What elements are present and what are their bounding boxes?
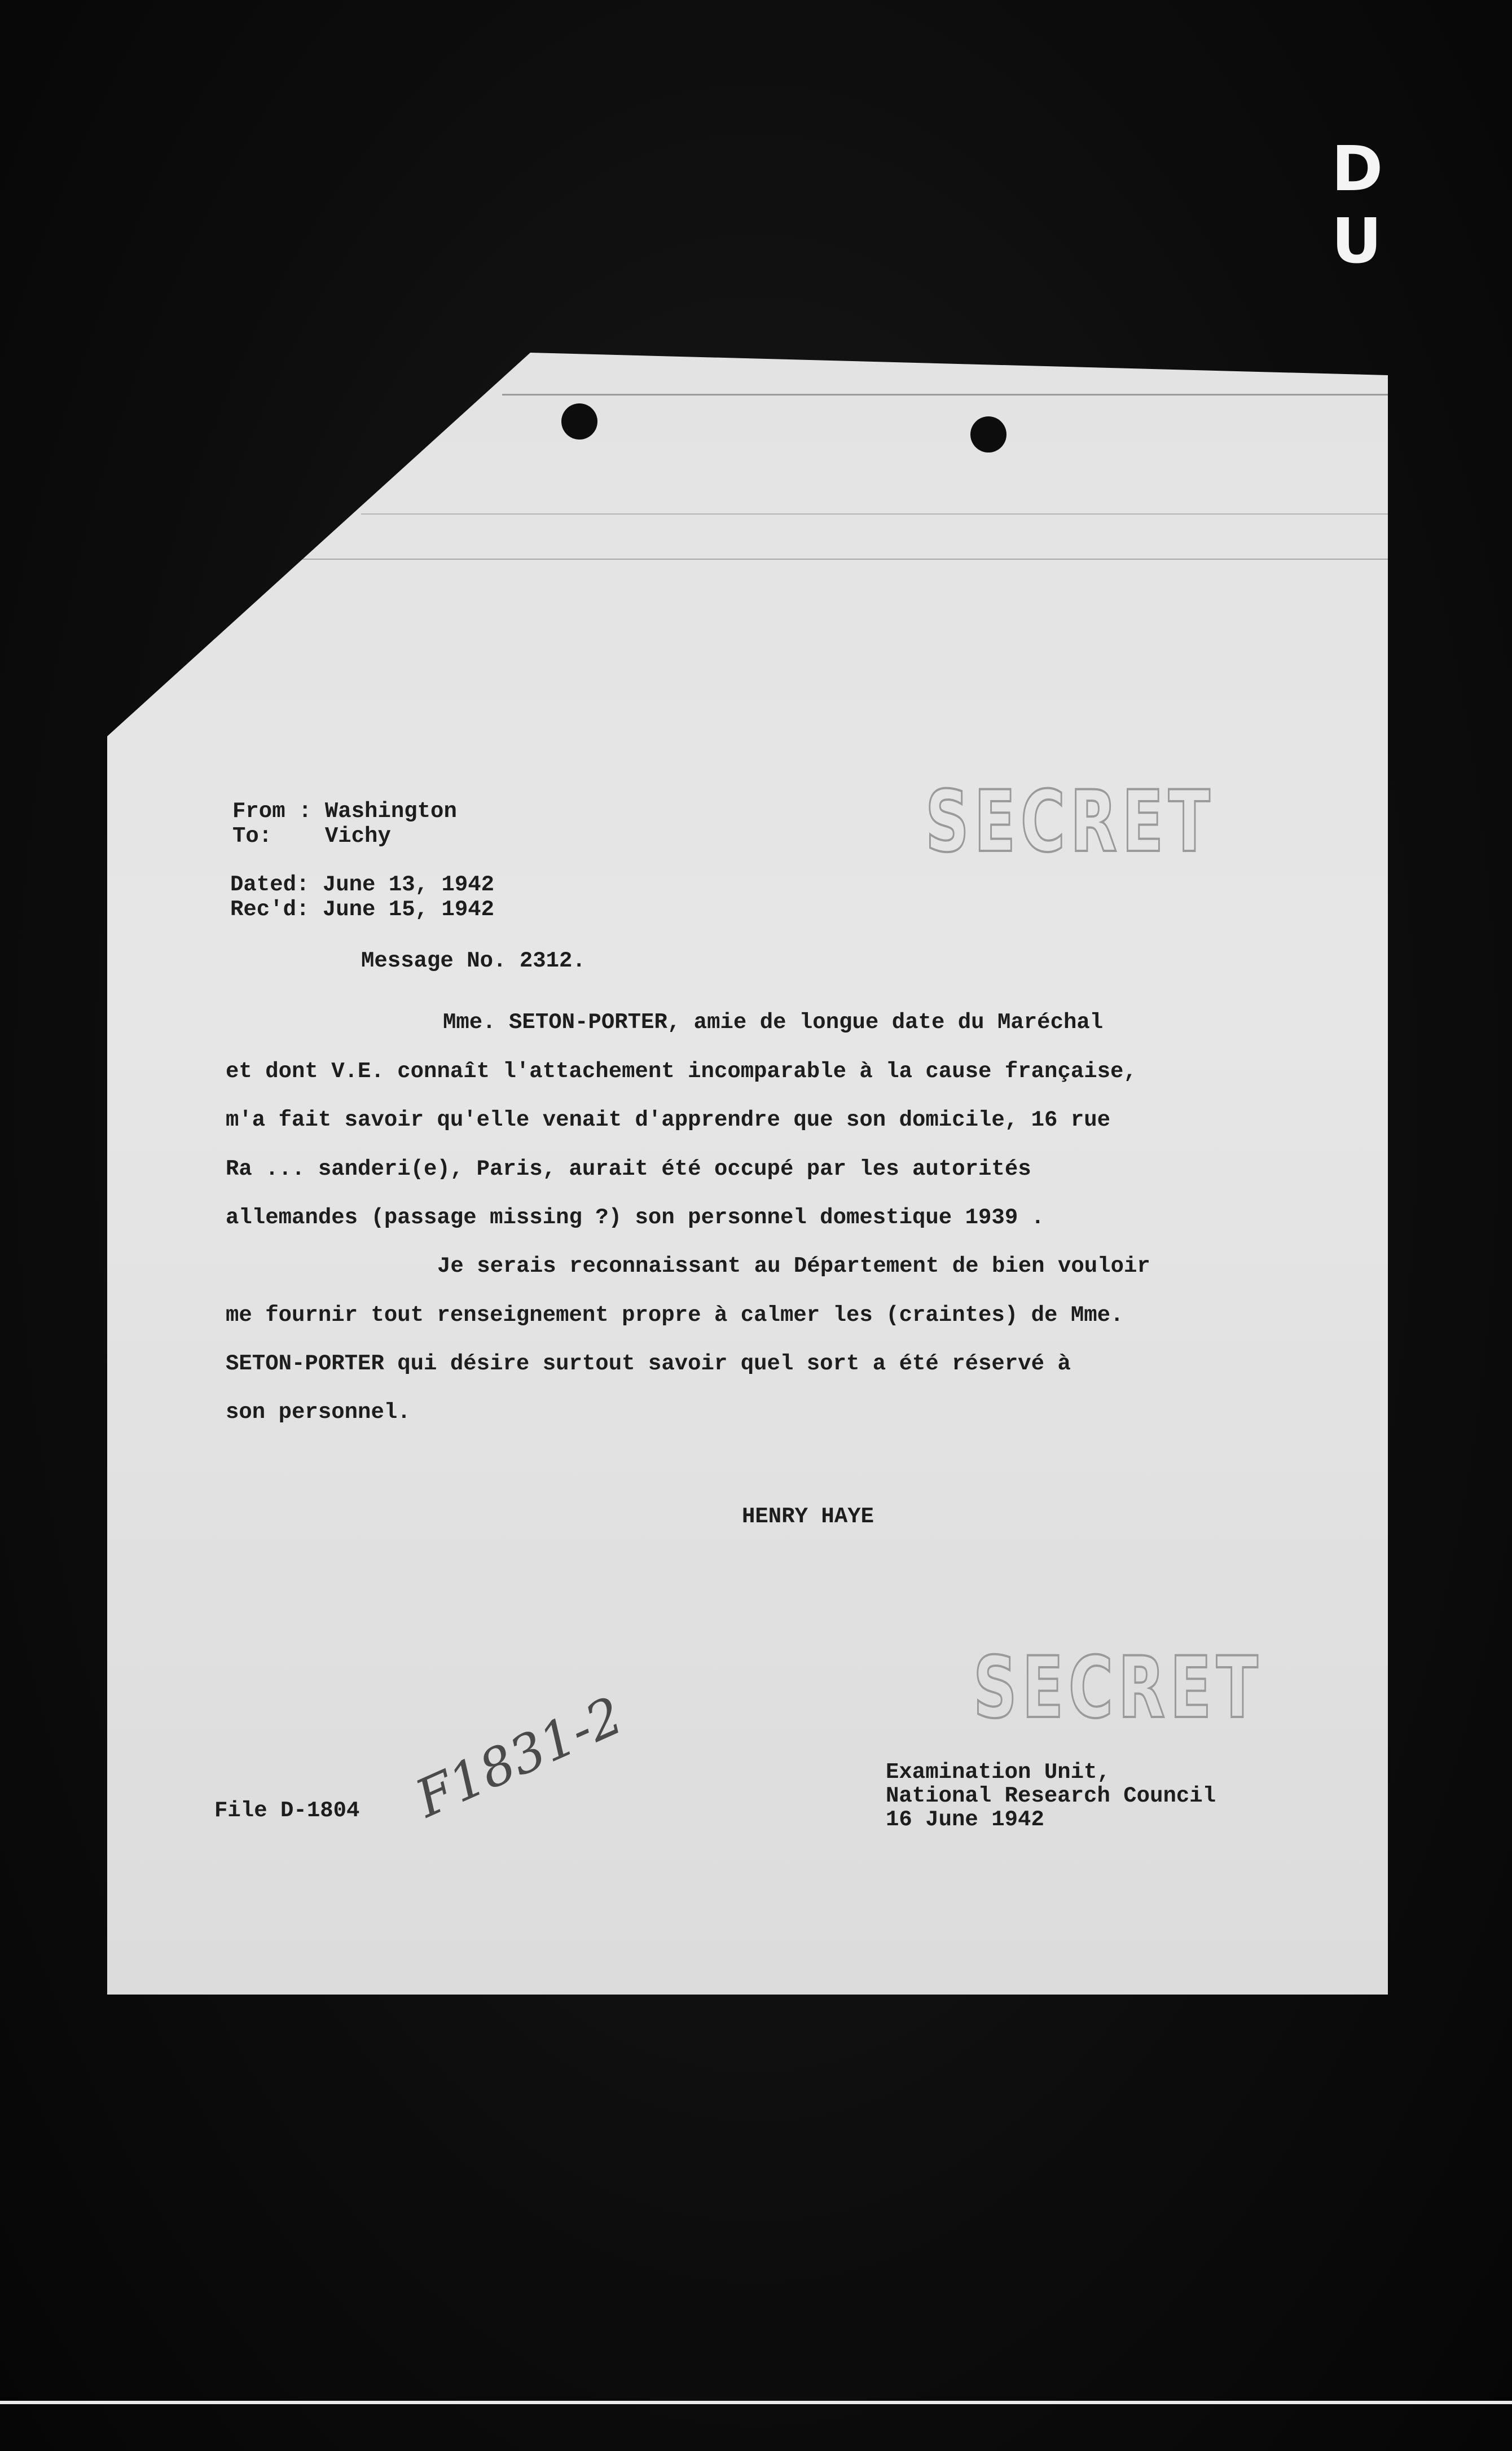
body-line-4: Ra ... sanderi(e), Paris, aurait été occupé par les autorités (226, 1157, 1031, 1181)
body-line-9: son personnel. (226, 1400, 411, 1425)
body-line-7: me fournir tout renseignement propre à calmer les (craintes) de Mme. (226, 1303, 1124, 1328)
signature: HENRY HAYE (742, 1504, 874, 1529)
body-line-1: Mme. SETON-PORTER, amie de longue date du Maréchal (443, 1010, 1104, 1035)
second-rule (237, 559, 1388, 560)
punch-hole-left (561, 403, 597, 440)
body-line-5: allemandes (passage missing ?) son personnel domestique 1939 . (226, 1205, 1045, 1230)
punch-hole-right (970, 416, 1006, 453)
body-line-6: Je serais reconnaissant au Département de bien vouloir (437, 1254, 1150, 1279)
top-rule (502, 394, 1388, 396)
from-line: From : Washington (232, 799, 457, 824)
research-council-line: National Research Council (886, 1784, 1216, 1808)
body-line-2: et dont V.E. connaît l'attachement incomparable à la cause française, (226, 1059, 1137, 1084)
examination-unit-line: Examination Unit, (886, 1760, 1110, 1785)
message-number: Message No. 2312. (361, 948, 586, 973)
third-rule (361, 513, 1388, 515)
reel-mark: D U (1331, 133, 1406, 277)
unit-date-line: 16 June 1942 (886, 1807, 1044, 1832)
to-line: To: Vichy (232, 824, 391, 849)
file-number: File D-1804 (214, 1798, 360, 1823)
body-line-8: SETON-PORTER qui désire surtout savoir quel sort a été réservé à (226, 1351, 1071, 1376)
secret-stamp-bottom: SECRET (973, 1639, 1263, 1737)
body-line-3: m'a fait savoir qu'elle venait d'apprendre que son domicile, 16 rue (226, 1108, 1111, 1132)
dated-line: Dated: June 13, 1942 (230, 872, 495, 897)
handwritten-file-note: F1831-2 (407, 1685, 632, 1829)
secret-stamp-top: SECRET (925, 773, 1215, 871)
film-edge-line (0, 2401, 1512, 2404)
recd-line: Rec'd: June 15, 1942 (230, 897, 495, 922)
